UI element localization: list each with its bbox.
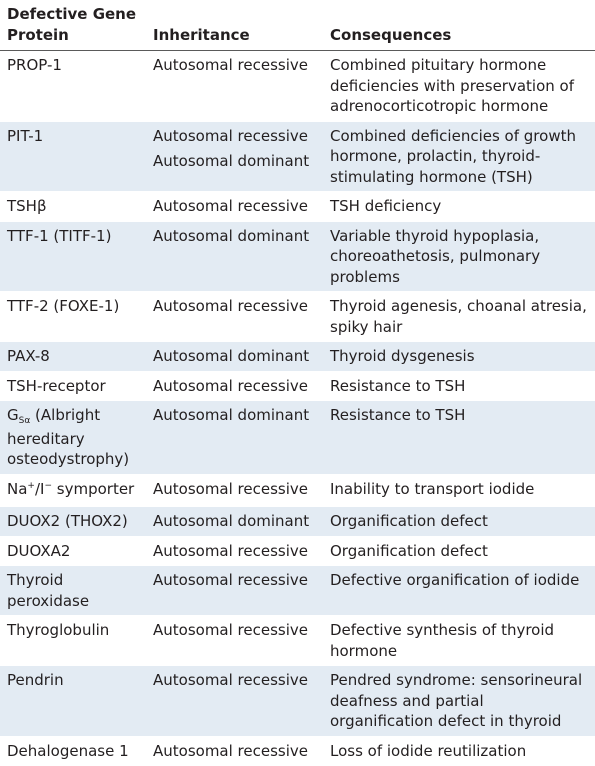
gene-cell: Thyroid peroxidase: [7, 571, 90, 610]
table-row: [0, 507, 595, 537]
inheritance-cell: Autosomal recessive: [153, 376, 309, 395]
gene-cell: [0, 474, 146, 507]
consequences-cell: Organification defect: [330, 541, 488, 560]
inheritance-cell: Autosomal recessive: [153, 56, 309, 74]
header-row: [0, 0, 595, 51]
inheritance-cell: [146, 121, 323, 192]
header-gene: [0, 0, 146, 51]
consequences-cell: Thyroid agenesis, choanal atresia, spiky hair: [330, 297, 587, 336]
inheritance-cell: Autosomal dominant: [153, 406, 310, 424]
inheritance-line: Autosomal recessive: [153, 126, 309, 145]
consequences-cell: Defective organification of iodide: [330, 571, 580, 589]
gene-cell: PROP-1: [7, 56, 62, 74]
consequences-cell: Thyroid dysgenesis: [330, 347, 475, 365]
gene-subscript: Sα: [18, 416, 31, 426]
table-row: [0, 736, 595, 766]
table-row: [0, 401, 595, 475]
header-consequences: Consequences: [323, 0, 595, 51]
table-row: [0, 371, 595, 401]
consequences-cell: Combined deficiencies of growth hormone, prolactin, thyroid-stimulating hormone (TSH): [330, 126, 576, 186]
gene-cell: [0, 401, 146, 475]
table-row: [0, 121, 595, 192]
gene-cell: Dehalogenase 1: [7, 741, 129, 760]
table-row: [0, 192, 595, 222]
gene-superscript: −: [44, 480, 52, 491]
consequences-cell: Pendred syndrome: sensorineural deafness and partial organification defect in thyroid: [330, 671, 583, 730]
gene-cell: TSH-receptor: [7, 376, 106, 395]
gene-cell: PIT-1: [7, 126, 44, 145]
gene-part: Na: [7, 479, 28, 498]
gene-superscript: +: [27, 480, 35, 491]
gene-rest: (Albright hereditary osteodystrophy): [7, 406, 130, 468]
gene-cell: TTF-1 (TITF-1): [7, 226, 112, 245]
table-row: [0, 221, 595, 292]
consequences-cell: Defective synthesis of thyroid hormone: [330, 621, 555, 660]
inheritance-cell: Autosomal recessive: [153, 621, 309, 639]
inheritance-cell: Autosomal recessive: [153, 297, 309, 315]
consequences-cell: Combined pituitary hormone deficiencies with preservation of adrenocorticotropic hormone: [330, 56, 574, 115]
inheritance-cell: Autosomal dominant: [153, 226, 310, 245]
header-gene-line-2: Protein: [7, 25, 69, 44]
table-row: [0, 292, 595, 342]
inheritance-cell: Autosomal recessive: [153, 571, 309, 589]
inheritance-cell: Autosomal recessive: [153, 741, 309, 760]
inheritance-cell: Autosomal dominant: [153, 512, 310, 530]
table-row: [0, 566, 595, 616]
gene-cell: DUOXA2: [7, 541, 71, 560]
header-inheritance: Inheritance: [146, 0, 323, 51]
gene-part: symporter: [52, 479, 135, 498]
consequences-cell: Inability to transport iodide: [330, 479, 535, 498]
table-row: [0, 474, 595, 507]
gene-part: /I: [34, 479, 45, 498]
inheritance-cell: Autosomal recessive: [153, 541, 309, 560]
inheritance-cell: Autosomal recessive: [153, 197, 309, 215]
table-row: [0, 616, 595, 666]
table-row: [0, 51, 595, 122]
gene-cell: TTF-2 (FOXE-1): [7, 297, 120, 315]
consequences-cell: Resistance to TSH: [330, 376, 466, 395]
consequences-cell: Variable thyroid hypoplasia, choreoathetosis, pulmonary problems: [330, 226, 541, 286]
gene-cell: Pendrin: [7, 671, 64, 689]
inheritance-cell: Autosomal dominant: [153, 347, 310, 365]
table-row: [0, 536, 595, 566]
consequences-cell: Loss of iodide reutilization: [330, 741, 527, 760]
table-row: [0, 342, 595, 372]
inheritance-cell: Autosomal recessive: [153, 479, 309, 498]
inheritance-cell: Autosomal recessive: [153, 671, 309, 689]
gene-cell: TSHβ: [7, 197, 47, 215]
gene-cell: Thyroglobulin: [7, 621, 110, 639]
gene-cell: PAX-8: [7, 347, 50, 365]
header-gene-line-1: Defective Gene: [7, 5, 137, 23]
consequences-cell: TSH deficiency: [330, 197, 442, 215]
gene-base: G: [7, 406, 19, 424]
gene-cell: DUOX2 (THOX2): [7, 512, 128, 530]
consequences-cell: Organification defect: [330, 512, 488, 530]
consequences-cell: Resistance to TSH: [330, 406, 466, 424]
inheritance-line: Autosomal dominant: [153, 152, 310, 170]
table-row: [0, 666, 595, 737]
